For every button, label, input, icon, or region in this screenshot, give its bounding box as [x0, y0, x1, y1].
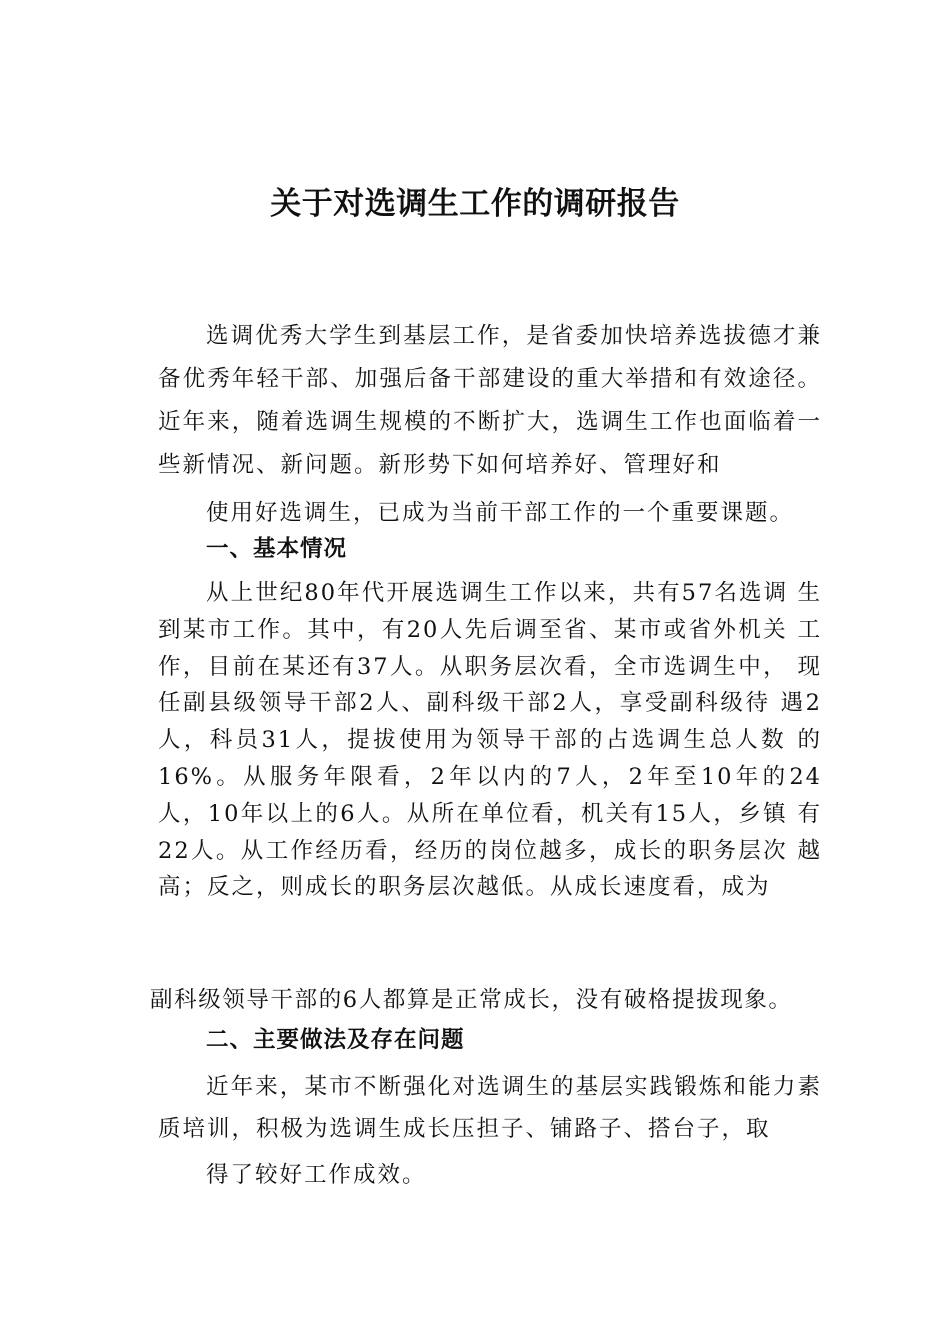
- section-heading-basic: 一、基本情况: [206, 536, 348, 562]
- section-heading-practices: 二、主要做法及存在问题: [206, 1027, 465, 1053]
- paragraph-intro-text: 选调优秀大学生到基层工作，是省委加快培养选拔德才兼备优秀年轻干部、加强后备干部建设的重大举措和有效途径。近年来，随着选调生规模的不断扩大，选调生工作也面临着一些新情况、新问题。新形势下如何培养好、管理好和: [158, 323, 822, 478]
- paragraph-basic-situation: 从上世纪80年代开展选调生工作以来，共有57名选调 生到某市工作。其中，有20人先后调至省、某市或省外机关 工作，目前在某还有37人。从职务层次看，全市选调生中， 现任副县级领导干部2人、副科级干部2人，享受副科级待 遇2人，科员31人，提拔使用为领导干部的占选调生总人数 的16%。从服务年限看，2年以内的7人，2年至10年的24 人，10年以上的6人。从所在单位看，机关有15人，乡镇 有22人。从工作经历看，经历的岗位越多，成长的职务层次 越高；反之，则成长的职务层次越低。从成长速度看，成为: [158, 580, 822, 901]
- paragraph-intro: [158, 315, 822, 535]
- paragraph-practices-text: 近年来，某市不断强化对选调生的基层实践锻炼和能力素质培训，积极为选调生成长压担子、铺路子、搭台子，取: [158, 1074, 822, 1142]
- paragraph-practices: [158, 1066, 822, 1196]
- paragraph-basic-situation-last-line: 副科级领导干部的6人都算是正常成长，没有破格提拔现象。: [150, 987, 793, 1013]
- paragraph-intro-last-line: 使用好选调生，已成为当前干部工作的一个重要课题。: [206, 500, 795, 526]
- document-title: 关于对选调生工作的调研报告: [270, 186, 680, 222]
- paragraph-practices-last-line: 得了较好工作成效。: [206, 1162, 427, 1188]
